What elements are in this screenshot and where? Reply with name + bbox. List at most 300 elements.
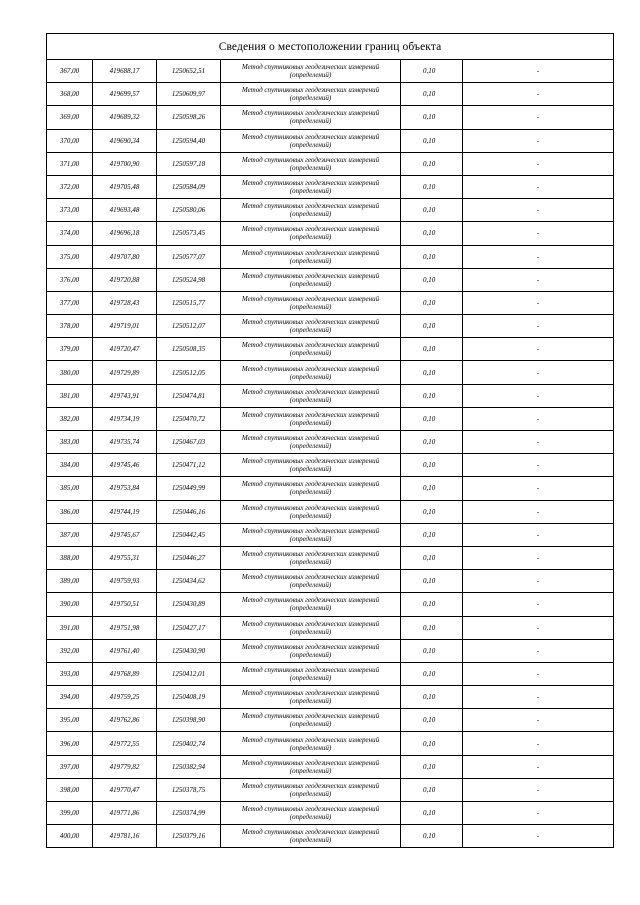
method-line-1: Метод спутниковых геодезических измерений (241, 642, 380, 651)
point-number-cell: 396,00 (47, 732, 93, 755)
y-coordinate-cell: 1250594,40 (157, 129, 221, 152)
y-coordinate-cell: 1250508,35 (157, 338, 221, 361)
method-line-1: Метод спутниковых геодезических измерений (241, 225, 380, 234)
point-number-cell: 393,00 (47, 662, 93, 685)
point-number-cell: 400,00 (47, 825, 93, 848)
table-row (47, 523, 614, 546)
x-coordinate-cell: 419719,01 (93, 315, 157, 338)
x-coordinate-cell: 419759,93 (93, 570, 157, 593)
method-line-1: Метод спутниковых геодезических измерений (241, 758, 380, 767)
description-cell: - (463, 523, 614, 546)
point-number-cell: 386,00 (47, 500, 93, 523)
description-cell: - (463, 106, 614, 129)
table-title-row (47, 34, 614, 60)
accuracy-cell: 0,10 (401, 431, 463, 454)
method-line-2: (определений) (289, 581, 332, 590)
method-line-2: (определений) (289, 163, 332, 172)
method-line-2: (определений) (289, 210, 332, 219)
description-cell: - (463, 384, 614, 407)
table-row (47, 477, 614, 500)
method-line-1: Метод спутниковых геодезических измерений (241, 457, 380, 466)
table-title: Сведения о местоположении границ объекта (47, 34, 614, 60)
description-cell: - (463, 454, 614, 477)
method-line-2: (определений) (289, 488, 332, 497)
y-coordinate-cell: 1250379,16 (157, 825, 221, 848)
method-line-2: (определений) (289, 511, 332, 520)
y-coordinate-cell: 1250652,51 (157, 60, 221, 83)
description-cell: - (463, 199, 614, 222)
method-line-1: Метод спутниковых геодезических измерений (241, 712, 380, 721)
method-line-1: Метод спутниковых геодезических измерений (241, 735, 380, 744)
x-coordinate-cell: 419745,67 (93, 523, 157, 546)
y-coordinate-cell: 1250430,89 (157, 593, 221, 616)
x-coordinate-cell: 419699,57 (93, 83, 157, 106)
method-line-1: Метод спутниковых геодезических измерений (241, 573, 380, 582)
method-line-1: Метод спутниковых геодезических измерений (241, 179, 380, 188)
description-cell: - (463, 616, 614, 639)
method-line-1: Метод спутниковых геодезических измерений (241, 341, 380, 350)
description-cell: - (463, 593, 614, 616)
x-coordinate-cell: 419690,34 (93, 129, 157, 152)
method-line-1: Метод спутниковых геодезических измерений (241, 132, 380, 141)
x-coordinate-cell: 419771,86 (93, 802, 157, 825)
point-number-cell: 397,00 (47, 755, 93, 778)
description-cell: - (463, 338, 614, 361)
method-line-1: Метод спутниковых геодезических измерений (241, 86, 380, 95)
method-line-2: (определений) (289, 720, 332, 729)
description-cell: - (463, 83, 614, 106)
table-row (47, 60, 614, 83)
x-coordinate-cell: 419744,19 (93, 500, 157, 523)
point-number-cell: 381,00 (47, 384, 93, 407)
description-cell: - (463, 755, 614, 778)
method-line-2: (определений) (289, 650, 332, 659)
method-line-2: (определений) (289, 673, 332, 682)
x-coordinate-cell: 419781,16 (93, 825, 157, 848)
table-row (47, 106, 614, 129)
method-line-1: Метод спутниковых геодезических измерений (241, 318, 380, 327)
method-cell (221, 454, 401, 477)
point-number-cell: 376,00 (47, 268, 93, 291)
method-line-1: Метод спутниковых геодезических измерений (241, 689, 380, 698)
description-cell: - (463, 361, 614, 384)
method-line-2: (определений) (289, 836, 332, 845)
method-cell (221, 732, 401, 755)
method-cell (221, 291, 401, 314)
method-cell (221, 222, 401, 245)
accuracy-cell: 0,10 (401, 709, 463, 732)
description-cell: - (463, 175, 614, 198)
accuracy-cell: 0,10 (401, 361, 463, 384)
point-number-cell: 372,00 (47, 175, 93, 198)
description-cell: - (463, 662, 614, 685)
y-coordinate-cell: 1250471,12 (157, 454, 221, 477)
y-coordinate-cell: 1250434,62 (157, 570, 221, 593)
method-cell (221, 477, 401, 500)
point-number-cell: 375,00 (47, 245, 93, 268)
description-cell: - (463, 500, 614, 523)
method-cell (221, 199, 401, 222)
method-line-2: (определений) (289, 372, 332, 381)
accuracy-cell: 0,10 (401, 755, 463, 778)
method-line-1: Метод спутниковых геодезических измерений (241, 410, 380, 419)
accuracy-cell: 0,10 (401, 593, 463, 616)
method-line-2: (определений) (289, 766, 332, 775)
y-coordinate-cell: 1250430,90 (157, 639, 221, 662)
x-coordinate-cell: 419720,47 (93, 338, 157, 361)
point-number-cell: 383,00 (47, 431, 93, 454)
method-cell (221, 755, 401, 778)
y-coordinate-cell: 1250408,19 (157, 686, 221, 709)
x-coordinate-cell: 419768,89 (93, 662, 157, 685)
method-line-1: Метод спутниковых геодезических измерений (241, 480, 380, 489)
table-row (47, 802, 614, 825)
point-number-cell: 370,00 (47, 129, 93, 152)
y-coordinate-cell: 1250378,75 (157, 778, 221, 801)
method-line-1: Метод спутниковых геодезических измерений (241, 364, 380, 373)
y-coordinate-cell: 1250374,99 (157, 802, 221, 825)
table-row (47, 454, 614, 477)
description-cell: - (463, 222, 614, 245)
method-cell (221, 802, 401, 825)
method-line-1: Метод спутниковых геодезических измерений (241, 503, 380, 512)
table-row (47, 593, 614, 616)
x-coordinate-cell: 419750,51 (93, 593, 157, 616)
x-coordinate-cell: 419700,90 (93, 152, 157, 175)
point-number-cell: 399,00 (47, 802, 93, 825)
y-coordinate-cell: 1250598,26 (157, 106, 221, 129)
point-number-cell: 390,00 (47, 593, 93, 616)
method-line-1: Метод спутниковых геодезических измерений (241, 248, 380, 257)
x-coordinate-cell: 419728,43 (93, 291, 157, 314)
x-coordinate-cell: 419770,47 (93, 778, 157, 801)
method-line-2: (определений) (289, 789, 332, 798)
x-coordinate-cell: 419689,32 (93, 106, 157, 129)
method-cell (221, 686, 401, 709)
accuracy-cell: 0,10 (401, 315, 463, 338)
document-sheet (46, 33, 613, 848)
accuracy-cell: 0,10 (401, 129, 463, 152)
method-cell (221, 616, 401, 639)
boundary-table (46, 33, 614, 848)
description-cell: - (463, 639, 614, 662)
method-line-1: Метод спутниковых геодезических измерений (241, 294, 380, 303)
x-coordinate-cell: 419759,25 (93, 686, 157, 709)
method-line-1: Метод спутниковых геодезических измерений (241, 387, 380, 396)
method-cell (221, 338, 401, 361)
accuracy-cell: 0,10 (401, 268, 463, 291)
point-number-cell: 382,00 (47, 407, 93, 430)
y-coordinate-cell: 1250524,98 (157, 268, 221, 291)
table-row (47, 778, 614, 801)
method-cell (221, 60, 401, 83)
description-cell: - (463, 732, 614, 755)
point-number-cell: 387,00 (47, 523, 93, 546)
method-line-2: (определений) (289, 117, 332, 126)
method-line-2: (определений) (289, 534, 332, 543)
table-row (47, 129, 614, 152)
method-line-1: Метод спутниковых геодезических измерений (241, 434, 380, 443)
table-row (47, 546, 614, 569)
accuracy-cell: 0,10 (401, 83, 463, 106)
y-coordinate-cell: 1250446,16 (157, 500, 221, 523)
method-line-1: Метод спутниковых геодезических измерений (241, 526, 380, 535)
description-cell: - (463, 825, 614, 848)
method-line-1: Метод спутниковых геодезических измерений (241, 155, 380, 164)
x-coordinate-cell: 419743,91 (93, 384, 157, 407)
accuracy-cell: 0,10 (401, 60, 463, 83)
y-coordinate-cell: 1250402,74 (157, 732, 221, 755)
point-number-cell: 384,00 (47, 454, 93, 477)
table-row (47, 315, 614, 338)
method-line-1: Метод спутниковых геодезических измерений (241, 665, 380, 674)
method-line-2: (определений) (289, 256, 332, 265)
method-cell (221, 778, 401, 801)
method-line-2: (определений) (289, 743, 332, 752)
method-line-1: Метод спутниковых геодезических измерений (241, 63, 380, 72)
y-coordinate-cell: 1250412,01 (157, 662, 221, 685)
description-cell: - (463, 291, 614, 314)
point-number-cell: 377,00 (47, 291, 93, 314)
accuracy-cell: 0,10 (401, 639, 463, 662)
method-line-1: Метод спутниковых геодезических измерений (241, 619, 380, 628)
method-line-2: (определений) (289, 697, 332, 706)
table-row (47, 245, 614, 268)
description-cell: - (463, 709, 614, 732)
x-coordinate-cell: 419696,18 (93, 222, 157, 245)
point-number-cell: 398,00 (47, 778, 93, 801)
table-row (47, 662, 614, 685)
point-number-cell: 389,00 (47, 570, 93, 593)
x-coordinate-cell: 419745,46 (93, 454, 157, 477)
method-line-1: Метод спутниковых геодезических измерений (241, 109, 380, 118)
method-cell (221, 662, 401, 685)
table-row (47, 291, 614, 314)
y-coordinate-cell: 1250609,97 (157, 83, 221, 106)
point-number-cell: 367,00 (47, 60, 93, 83)
method-cell (221, 315, 401, 338)
description-cell: - (463, 802, 614, 825)
description-cell: - (463, 407, 614, 430)
table-row (47, 709, 614, 732)
y-coordinate-cell: 1250382,94 (157, 755, 221, 778)
method-line-1: Метод спутниковых геодезических измерений (241, 805, 380, 814)
table-row (47, 361, 614, 384)
table-row (47, 825, 614, 848)
accuracy-cell: 0,10 (401, 106, 463, 129)
method-line-1: Метод спутниковых геодезических измерений (241, 596, 380, 605)
method-cell (221, 709, 401, 732)
accuracy-cell: 0,10 (401, 802, 463, 825)
method-line-2: (определений) (289, 187, 332, 196)
table-row (47, 570, 614, 593)
y-coordinate-cell: 1250467,03 (157, 431, 221, 454)
accuracy-cell: 0,10 (401, 407, 463, 430)
description-cell: - (463, 268, 614, 291)
accuracy-cell: 0,10 (401, 778, 463, 801)
x-coordinate-cell: 419734,19 (93, 407, 157, 430)
table-row (47, 384, 614, 407)
method-cell (221, 268, 401, 291)
y-coordinate-cell: 1250474,81 (157, 384, 221, 407)
method-cell (221, 129, 401, 152)
method-line-2: (определений) (289, 302, 332, 311)
accuracy-cell: 0,10 (401, 222, 463, 245)
description-cell: - (463, 245, 614, 268)
point-number-cell: 395,00 (47, 709, 93, 732)
x-coordinate-cell: 419705,48 (93, 175, 157, 198)
point-number-cell: 394,00 (47, 686, 93, 709)
y-coordinate-cell: 1250515,77 (157, 291, 221, 314)
point-number-cell: 379,00 (47, 338, 93, 361)
method-cell (221, 825, 401, 848)
accuracy-cell: 0,10 (401, 500, 463, 523)
description-cell: - (463, 152, 614, 175)
x-coordinate-cell: 419772,55 (93, 732, 157, 755)
accuracy-cell: 0,10 (401, 338, 463, 361)
description-cell: - (463, 778, 614, 801)
method-line-2: (определений) (289, 140, 332, 149)
point-number-cell: 368,00 (47, 83, 93, 106)
y-coordinate-cell: 1250512,07 (157, 315, 221, 338)
point-number-cell: 380,00 (47, 361, 93, 384)
accuracy-cell: 0,10 (401, 454, 463, 477)
method-cell (221, 639, 401, 662)
x-coordinate-cell: 419707,80 (93, 245, 157, 268)
x-coordinate-cell: 419751,98 (93, 616, 157, 639)
x-coordinate-cell: 419729,89 (93, 361, 157, 384)
x-coordinate-cell: 419720,88 (93, 268, 157, 291)
method-line-1: Метод спутниковых геодезических измерений (241, 202, 380, 211)
accuracy-cell: 0,10 (401, 477, 463, 500)
method-line-2: (определений) (289, 558, 332, 567)
method-line-2: (определений) (289, 442, 332, 451)
description-cell: - (463, 60, 614, 83)
point-number-cell: 392,00 (47, 639, 93, 662)
method-line-2: (определений) (289, 71, 332, 80)
point-number-cell: 369,00 (47, 106, 93, 129)
method-line-2: (определений) (289, 418, 332, 427)
table-row (47, 616, 614, 639)
y-coordinate-cell: 1250580,06 (157, 199, 221, 222)
description-cell: - (463, 686, 614, 709)
method-cell (221, 546, 401, 569)
method-line-2: (определений) (289, 94, 332, 103)
method-line-2: (определений) (289, 349, 332, 358)
x-coordinate-cell: 419735,74 (93, 431, 157, 454)
accuracy-cell: 0,10 (401, 523, 463, 546)
method-cell (221, 175, 401, 198)
x-coordinate-cell: 419779,82 (93, 755, 157, 778)
description-cell: - (463, 570, 614, 593)
y-coordinate-cell: 1250597,18 (157, 152, 221, 175)
table-row (47, 83, 614, 106)
accuracy-cell: 0,10 (401, 245, 463, 268)
y-coordinate-cell: 1250584,09 (157, 175, 221, 198)
accuracy-cell: 0,10 (401, 291, 463, 314)
y-coordinate-cell: 1250573,45 (157, 222, 221, 245)
table-row (47, 431, 614, 454)
point-number-cell: 385,00 (47, 477, 93, 500)
point-number-cell: 391,00 (47, 616, 93, 639)
table-row (47, 407, 614, 430)
x-coordinate-cell: 419762,86 (93, 709, 157, 732)
description-cell: - (463, 546, 614, 569)
point-number-cell: 373,00 (47, 199, 93, 222)
x-coordinate-cell: 419755,31 (93, 546, 157, 569)
table-row (47, 268, 614, 291)
method-cell (221, 500, 401, 523)
point-number-cell: 388,00 (47, 546, 93, 569)
description-cell: - (463, 431, 614, 454)
accuracy-cell: 0,10 (401, 152, 463, 175)
method-line-2: (определений) (289, 813, 332, 822)
point-number-cell: 374,00 (47, 222, 93, 245)
y-coordinate-cell: 1250512,05 (157, 361, 221, 384)
method-cell (221, 245, 401, 268)
accuracy-cell: 0,10 (401, 384, 463, 407)
method-line-2: (определений) (289, 627, 332, 636)
x-coordinate-cell: 419761,40 (93, 639, 157, 662)
table-row (47, 199, 614, 222)
y-coordinate-cell: 1250398,90 (157, 709, 221, 732)
method-cell (221, 106, 401, 129)
table-row (47, 639, 614, 662)
accuracy-cell: 0,10 (401, 570, 463, 593)
table-row (47, 755, 614, 778)
accuracy-cell: 0,10 (401, 175, 463, 198)
method-cell (221, 384, 401, 407)
accuracy-cell: 0,10 (401, 732, 463, 755)
method-line-2: (определений) (289, 279, 332, 288)
y-coordinate-cell: 1250446,27 (157, 546, 221, 569)
method-line-1: Метод спутниковых геодезических измерений (241, 781, 380, 790)
table-row (47, 732, 614, 755)
method-line-2: (определений) (289, 604, 332, 613)
point-number-cell: 378,00 (47, 315, 93, 338)
method-cell (221, 152, 401, 175)
x-coordinate-cell: 419688,17 (93, 60, 157, 83)
accuracy-cell: 0,10 (401, 546, 463, 569)
x-coordinate-cell: 419753,84 (93, 477, 157, 500)
description-cell: - (463, 129, 614, 152)
table-row (47, 152, 614, 175)
y-coordinate-cell: 1250470,72 (157, 407, 221, 430)
point-number-cell: 371,00 (47, 152, 93, 175)
accuracy-cell: 0,10 (401, 662, 463, 685)
table-row (47, 222, 614, 245)
method-line-2: (определений) (289, 395, 332, 404)
table-row (47, 686, 614, 709)
method-cell (221, 407, 401, 430)
method-line-1: Метод спутниковых геодезических измерений (241, 271, 380, 280)
method-cell (221, 523, 401, 546)
method-line-2: (определений) (289, 326, 332, 335)
method-cell (221, 83, 401, 106)
method-cell (221, 431, 401, 454)
method-line-1: Метод спутниковых геодезических измерений (241, 828, 380, 837)
y-coordinate-cell: 1250427,17 (157, 616, 221, 639)
method-line-1: Метод спутниковых геодезических измерений (241, 550, 380, 559)
table-row (47, 175, 614, 198)
accuracy-cell: 0,10 (401, 199, 463, 222)
description-cell: - (463, 477, 614, 500)
x-coordinate-cell: 419693,48 (93, 199, 157, 222)
method-cell (221, 593, 401, 616)
accuracy-cell: 0,10 (401, 616, 463, 639)
method-line-2: (определений) (289, 233, 332, 242)
y-coordinate-cell: 1250449,99 (157, 477, 221, 500)
